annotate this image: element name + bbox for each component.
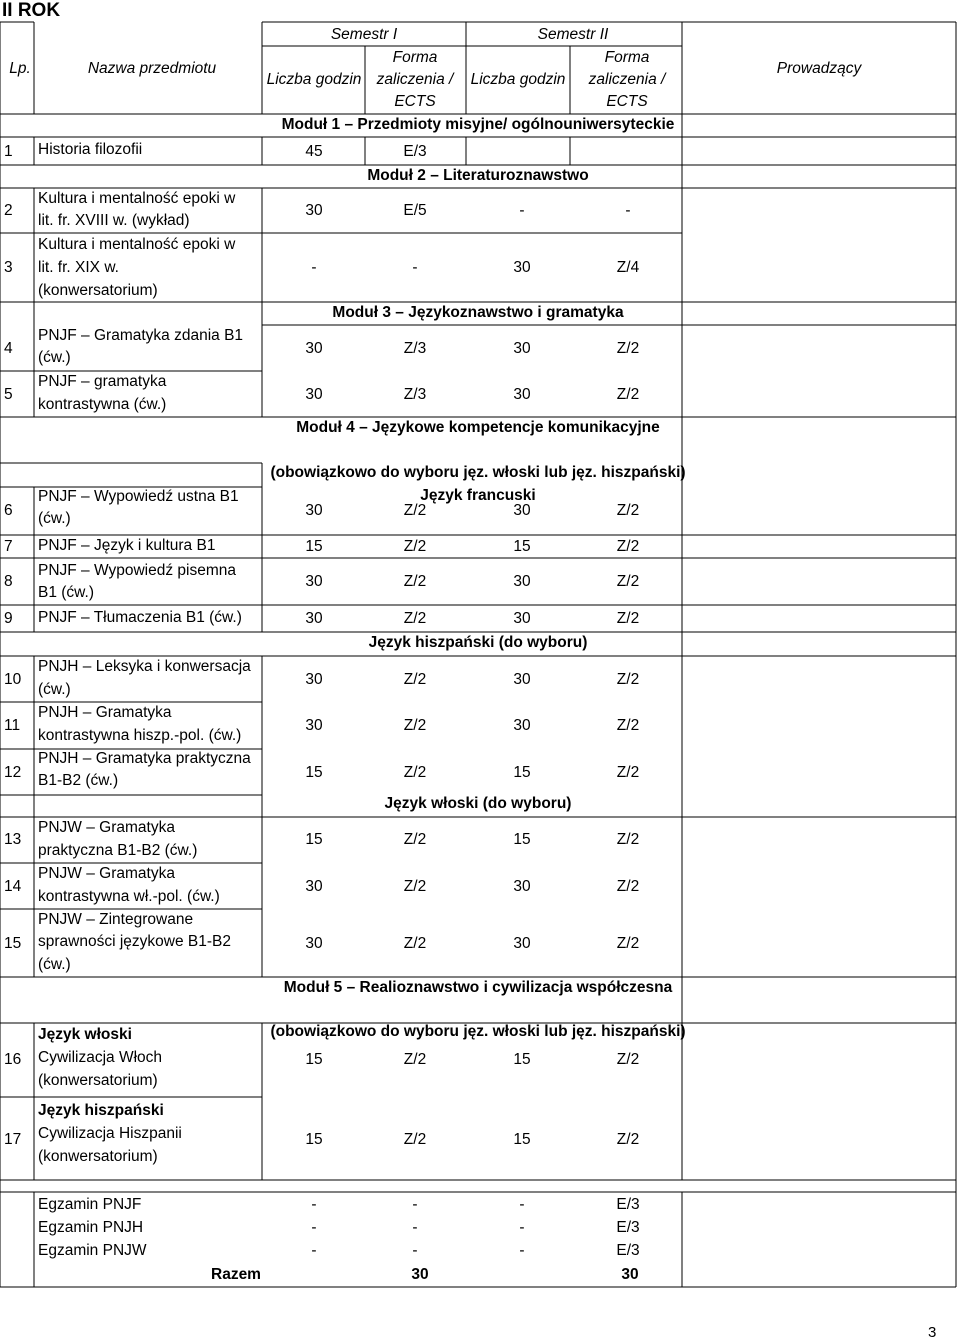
row-subject-name: B1-B2 (ćw.) (38, 772, 119, 789)
row-hours-sem1: 30 (305, 502, 323, 519)
row-form-sem2: Z/2 (616, 671, 640, 688)
row-form-sem2: Z/2 (616, 502, 640, 519)
row-lp: 16 (4, 1051, 22, 1068)
exam-form-sem1: - (412, 1242, 418, 1259)
module-heading: Moduł 3 – Językoznawstwo i gramatyka (332, 304, 624, 321)
exam-name: Egzamin PNJW (38, 1242, 147, 1259)
row-form-sem2: Z/2 (616, 764, 640, 781)
row-subject-name: PNJF – Gramatyka zdania B1 (38, 327, 244, 344)
module-heading: Moduł 2 – Literaturoznawstwo (367, 167, 589, 184)
total-sem2: 30 (621, 1266, 639, 1283)
row-hours-sem1: 30 (305, 878, 323, 895)
row-form-sem2: Z/2 (616, 831, 640, 848)
row-hours-sem2: 15 (513, 764, 531, 781)
row-subject-name: PNJH – Gramatyka (38, 704, 172, 721)
row-subject-name: Kultura i mentalność epoki w (38, 190, 236, 207)
row-form-sem2: Z/2 (616, 340, 640, 357)
module-heading: Moduł 4 – Językowe kompetencje komunikacyjne (296, 419, 660, 436)
header-hours-2: Liczba godzin (470, 71, 566, 88)
row-form-sem1: Z/2 (403, 1131, 427, 1148)
exam-name: Egzamin PNJF (38, 1196, 142, 1213)
row-hours-sem2: 30 (513, 340, 531, 357)
row-form-sem1: E/3 (403, 143, 427, 160)
row-lp: 17 (4, 1131, 22, 1148)
row-form-sem2: Z/2 (616, 717, 640, 734)
row-hours-sem1: 30 (305, 340, 323, 357)
module-heading: (obowiązkowo do wyboru jęz. włoski lub jęz. hiszpański) (270, 464, 686, 481)
row-lp: 6 (4, 502, 13, 519)
header-form-1: ECTS (394, 93, 436, 110)
row-hours-sem1: 30 (305, 202, 323, 219)
row-hours-sem2: 30 (513, 717, 531, 734)
header-name: Nazwa przedmiotu (87, 60, 217, 77)
row-lp: 2 (4, 202, 13, 219)
row-form-sem2: Z/2 (616, 1131, 640, 1148)
module-heading: Język hiszpański (do wyboru) (368, 634, 588, 651)
page-number: 3 (928, 1324, 937, 1341)
exam-form-sem1: - (412, 1219, 418, 1236)
row-hours-sem1: 30 (305, 610, 323, 627)
row-form-sem1: Z/3 (403, 340, 427, 357)
row-lp: 12 (4, 764, 22, 781)
row-hours-sem2: 30 (513, 935, 531, 952)
row-subject-name: kontrastywna wł.-pol. (ćw.) (38, 888, 220, 905)
row-hours-sem2: 15 (513, 831, 531, 848)
row-hours-sem1: - (311, 259, 317, 276)
header-form-2: zaliczenia / (588, 71, 666, 88)
row-hours-sem2: 15 (513, 538, 531, 555)
row-form-sem1: E/5 (403, 202, 427, 219)
row-form-sem2: Z/2 (616, 386, 640, 403)
row-subject-name: Cywilizacja Hiszpanii (38, 1125, 182, 1142)
row-hours-sem2: 30 (513, 573, 531, 590)
exam-hours-sem1: - (311, 1196, 317, 1213)
row-form-sem2: Z/2 (616, 935, 640, 952)
row-form-sem1: Z/2 (403, 610, 427, 627)
row-hours-sem1: 15 (305, 764, 323, 781)
row-form-sem1: Z/2 (403, 831, 427, 848)
row-subject-name: B1 (ćw.) (38, 584, 94, 601)
row-subject-header: Język hiszpański (38, 1102, 164, 1119)
exam-form-sem2: E/3 (616, 1196, 640, 1213)
row-lp: 11 (4, 717, 21, 734)
total-label: Razem (211, 1266, 261, 1283)
row-subject-name: praktyczna B1-B2 (ćw.) (38, 842, 198, 859)
row-subject-name: Kultura i mentalność epoki w (38, 236, 236, 253)
row-subject-name: kontrastywna hiszp.-pol. (ćw.) (38, 727, 242, 744)
row-form-sem2: Z/2 (616, 573, 640, 590)
row-lp: 15 (4, 935, 22, 952)
row-hours-sem2: 30 (513, 878, 531, 895)
row-subject-name: (ćw.) (38, 349, 71, 366)
header-teacher: Prowadzący (776, 60, 862, 77)
header-form-1: Forma (392, 49, 438, 66)
row-hours-sem2: 30 (513, 259, 531, 276)
module-heading: Moduł 5 – Realioznawstwo i cywilizacja współczesna (283, 979, 673, 996)
row-form-sem2: - (625, 202, 631, 219)
header-semester-2: Semestr II (537, 26, 609, 43)
row-form-sem1: Z/2 (403, 671, 427, 688)
header-hours-1: Liczba godzin (266, 71, 362, 88)
header-lp: Lp. (9, 60, 31, 77)
module-heading: Język francuski (420, 487, 536, 504)
row-lp: 10 (4, 671, 22, 688)
row-subject-name: sprawności językowe B1-B2 (38, 933, 231, 950)
row-hours-sem2: 15 (513, 1131, 531, 1148)
header-form-2: Forma (604, 49, 650, 66)
row-hours-sem1: 30 (305, 717, 323, 734)
row-subject-name: PNJF – gramatyka (38, 373, 167, 390)
row-hours-sem2: 15 (513, 1051, 531, 1068)
row-subject-name: (konwersatorium) (38, 282, 158, 299)
row-hours-sem2: 30 (513, 671, 531, 688)
row-form-sem2: Z/2 (616, 610, 640, 627)
row-form-sem2: Z/4 (616, 259, 640, 276)
row-subject-name: kontrastywna (ćw.) (38, 396, 167, 413)
row-subject-name: PNJF – Język i kultura B1 (38, 537, 216, 554)
exam-form-sem2: E/3 (616, 1242, 640, 1259)
row-hours-sem1: 30 (305, 935, 323, 952)
row-hours-sem2: 30 (513, 386, 531, 403)
row-form-sem2: Z/2 (616, 878, 640, 895)
row-hours-sem2: 30 (513, 502, 531, 519)
row-form-sem1: Z/2 (403, 717, 427, 734)
row-subject-name: lit. fr. XVIII w. (wykład) (38, 212, 190, 229)
row-subject-name: PNJF – Wypowiedź ustna B1 (38, 488, 239, 505)
row-lp: 13 (4, 831, 22, 848)
row-hours-sem1: 15 (305, 831, 323, 848)
row-form-sem1: - (412, 259, 418, 276)
row-lp: 5 (4, 386, 13, 403)
row-form-sem1: Z/2 (403, 935, 427, 952)
row-subject-name: (konwersatorium) (38, 1072, 158, 1089)
row-lp: 8 (4, 573, 13, 590)
row-form-sem1: Z/2 (403, 502, 427, 519)
row-form-sem1: Z/2 (403, 573, 427, 590)
header-form-1: zaliczenia / (376, 71, 454, 88)
row-form-sem1: Z/2 (403, 764, 427, 781)
row-subject-name: PNJH – Gramatyka praktyczna (38, 750, 251, 767)
row-subject-name: PNJF – Wypowiedź pisemna (38, 562, 236, 579)
exam-form-sem1: - (412, 1196, 418, 1213)
exam-hours-sem2: - (519, 1242, 525, 1259)
module-heading: Moduł 1 – Przedmioty misyjne/ ogólnouniwersyteckie (281, 116, 675, 133)
total-sem1: 30 (411, 1266, 429, 1283)
row-hours-sem2: 30 (513, 610, 531, 627)
row-subject-name: PNJW – Gramatyka (38, 819, 175, 836)
exam-hours-sem2: - (519, 1219, 525, 1236)
exam-hours-sem2: - (519, 1196, 525, 1213)
row-lp: 14 (4, 878, 22, 895)
exam-hours-sem1: - (311, 1219, 317, 1236)
row-subject-name: (ćw.) (38, 956, 71, 973)
exam-form-sem2: E/3 (616, 1219, 640, 1236)
row-subject-name: Historia filozofii (38, 141, 143, 158)
row-lp: 4 (4, 340, 13, 357)
row-form-sem1: Z/2 (403, 538, 427, 555)
row-subject-name: (ćw.) (38, 681, 71, 698)
row-form-sem2: Z/2 (616, 538, 640, 555)
row-subject-name: PNJW – Zintegrowane (38, 911, 194, 928)
module-heading: Język włoski (do wyboru) (384, 795, 572, 812)
module-heading: (obowiązkowo do wyboru jęz. włoski lub jęz. hiszpański) (270, 1023, 686, 1040)
row-subject-name: PNJW – Gramatyka (38, 865, 175, 882)
row-subject-name: PNJH – Leksyka i konwersacja (38, 658, 251, 675)
row-hours-sem1: 30 (305, 386, 323, 403)
row-form-sem1: Z/2 (403, 878, 427, 895)
row-hours-sem1: 15 (305, 1051, 323, 1068)
row-subject-name: (konwersatorium) (38, 1148, 158, 1165)
row-lp: 3 (4, 259, 13, 276)
row-form-sem2: Z/2 (616, 1051, 640, 1068)
row-hours-sem1: 45 (305, 143, 323, 160)
row-lp: 9 (4, 610, 13, 627)
row-hours-sem1: 15 (305, 538, 323, 555)
row-form-sem1: Z/2 (403, 1051, 427, 1068)
row-subject-name: lit. fr. XIX w. (38, 259, 119, 276)
row-hours-sem1: 30 (305, 671, 323, 688)
exam-hours-sem1: - (311, 1242, 317, 1259)
row-hours-sem2: - (519, 202, 525, 219)
row-subject-header: Język włoski (38, 1026, 132, 1043)
header-form-2: ECTS (606, 93, 648, 110)
row-form-sem1: Z/3 (403, 386, 427, 403)
row-lp: 1 (4, 143, 13, 160)
exam-name: Egzamin PNJH (38, 1219, 144, 1236)
header-semester-1: Semestr I (330, 26, 398, 43)
row-hours-sem1: 15 (305, 1131, 323, 1148)
row-subject-name: PNJF – Tłumaczenia B1 (ćw.) (38, 609, 242, 626)
row-lp: 7 (4, 538, 13, 555)
row-subject-name: (ćw.) (38, 510, 71, 527)
page-title: II ROK (2, 0, 61, 21)
row-subject-name: Cywilizacja Włoch (38, 1049, 163, 1066)
row-hours-sem1: 30 (305, 573, 323, 590)
